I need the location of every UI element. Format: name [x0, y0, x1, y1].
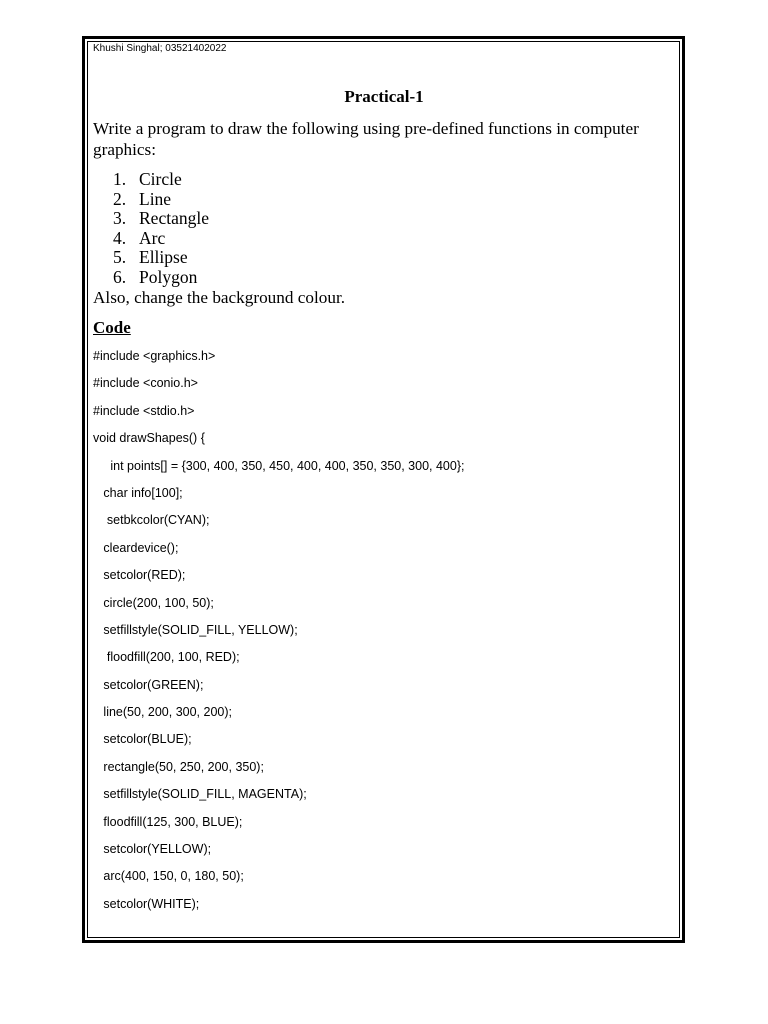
code-line: setcolor(GREEN);: [93, 677, 204, 692]
list-item: [93, 248, 209, 268]
list-item: [93, 209, 209, 229]
task-list: [93, 170, 209, 288]
code-line: setfillstyle(SOLID_FILL, MAGENTA);: [93, 787, 307, 802]
code-line: #include <graphics.h>: [93, 349, 216, 363]
list-item: [93, 170, 209, 190]
list-item-number: 3.: [113, 208, 127, 229]
code-line: #include <stdio.h>: [93, 403, 195, 418]
code-line: line(50, 200, 300, 200);: [93, 705, 232, 720]
list-item-label: Ellipse: [139, 247, 188, 268]
code-line: setcolor(YELLOW);: [93, 842, 212, 857]
list-item-label: Arc: [139, 227, 166, 248]
list-item-label: Line: [139, 188, 172, 209]
list-item-number: 1.: [113, 169, 127, 189]
code-line: void drawShapes() {: [93, 431, 205, 446]
list-item-label: Polygon: [139, 266, 198, 287]
list-item: [93, 229, 209, 249]
code-line: floodfill(125, 300, BLUE);: [93, 814, 243, 829]
code-line: arc(400, 150, 0, 180, 50);: [93, 869, 244, 884]
background-instruction: Also, change the background colour.: [93, 288, 346, 307]
code-line: setcolor(RED);: [93, 568, 186, 583]
code-line: rectangle(50, 250, 200, 350);: [93, 759, 264, 774]
intro-paragraph: Write a program to draw the following using pre-defined functions in computer graphics:: [93, 119, 639, 159]
code-line: setfillstyle(SOLID_FILL, YELLOW);: [93, 622, 298, 637]
code-line: char info[100];: [93, 485, 183, 500]
list-item-number: 4.: [113, 227, 127, 248]
code-line: circle(200, 100, 50);: [93, 595, 214, 610]
code-line: int points[] = {300, 400, 350, 450, 400, 400, 350, 350, 300, 400};: [93, 458, 465, 473]
list-item-number: 5.: [113, 247, 127, 268]
code-line: floodfill(200, 100, RED);: [93, 650, 240, 665]
list-item-label: Rectangle: [139, 208, 209, 229]
list-item: [93, 190, 209, 210]
practical-title: Practical-1: [344, 87, 424, 106]
code-line: setcolor(WHITE);: [93, 896, 200, 911]
code-line: setbkcolor(CYAN);: [93, 513, 210, 528]
list-item: [93, 268, 209, 288]
author-line: Khushi Singhal; 03521402022: [93, 43, 227, 54]
code-line: cleardevice();: [93, 540, 179, 555]
list-item-label: Circle: [139, 169, 182, 189]
code-line: #include <conio.h>: [93, 376, 198, 391]
list-item-number: 6.: [113, 266, 127, 287]
code-heading: Code: [93, 318, 131, 337]
code-block: [93, 348, 464, 923]
code-line: setcolor(BLUE);: [93, 732, 192, 747]
list-item-number: 2.: [113, 188, 127, 209]
